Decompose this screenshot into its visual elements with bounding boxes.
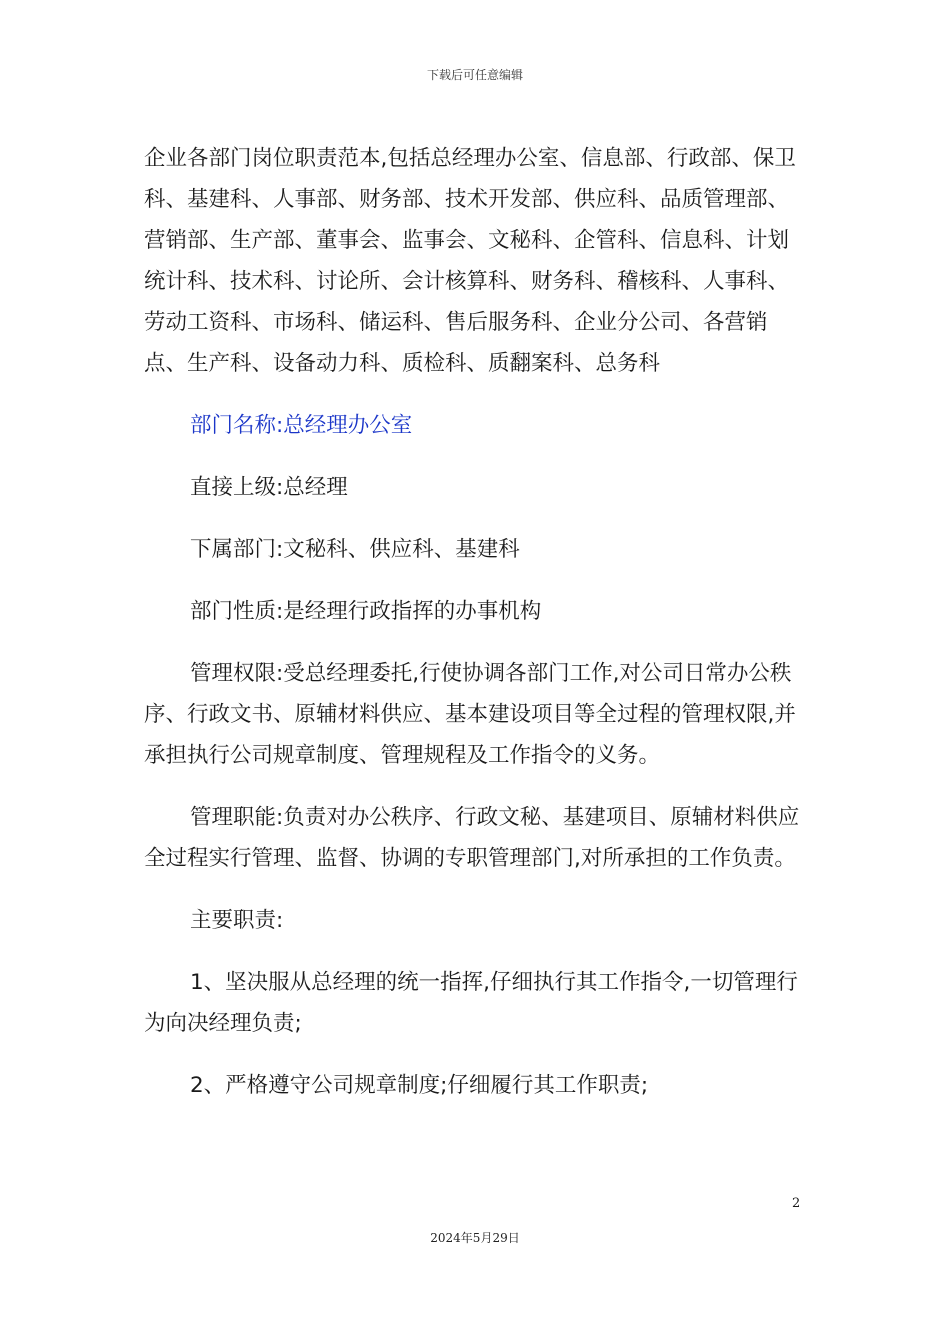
authority-paragraph: 管理权限:受总经理委托,行使协调各部门工作,对公司日常办公秩序、行政文书、原辅材料供应、基本建设项目等全过程的管理权限,并承担执行公司规章制度、管理规程及工作指令的义务。 bbox=[144, 661, 796, 768]
subordinates-line: 下属部门:文秘科、供应科、基建科 bbox=[190, 537, 520, 562]
page-number: 2 bbox=[792, 1196, 801, 1211]
footer-date: 2024年5月29日 bbox=[430, 1231, 520, 1245]
functions-paragraph: 管理职能:负责对办公秩序、行政文秘、基建项目、原辅材料供应全过程实行管理、监督、协调的专职管理部门,对所承担的工作负责。 bbox=[144, 805, 800, 871]
intro-paragraph: 企业各部门岗位职责范本,包括总经理办公室、信息部、行政部、保卫科、基建科、人事部、财务部、技术开发部、供应科、品质管理部、营销部、生产部、董事会、监事会、文秘科、企管科、信息科、计划统计科、技术科、讨论所、会计核算科、财务科、稽核科、人事科、劳动工资科、市场科、储运科、售后服务科、企业分公司、各营销点、生产科、设备动力科、质检科、质翻案科、总务科 bbox=[144, 146, 796, 376]
duty-item-1: 1、坚决服从总经理的统一指挥,仔细执行其工作指令,一切管理行为向决经理负责; bbox=[144, 970, 798, 1036]
duties-title: 主要职责: bbox=[190, 908, 284, 933]
page-header: 下载后可任意编辑 bbox=[426, 68, 523, 82]
duty-item-2: 2、严格遵守公司规章制度;仔细履行其工作职责; bbox=[190, 1073, 649, 1098]
superior-line: 直接上级:总经理 bbox=[190, 475, 348, 500]
section-heading: 部门名称:总经理办公室 bbox=[190, 413, 413, 438]
document-body bbox=[144, 138, 809, 1106]
nature-line: 部门性质:是经理行政指挥的办事机构 bbox=[190, 599, 542, 624]
